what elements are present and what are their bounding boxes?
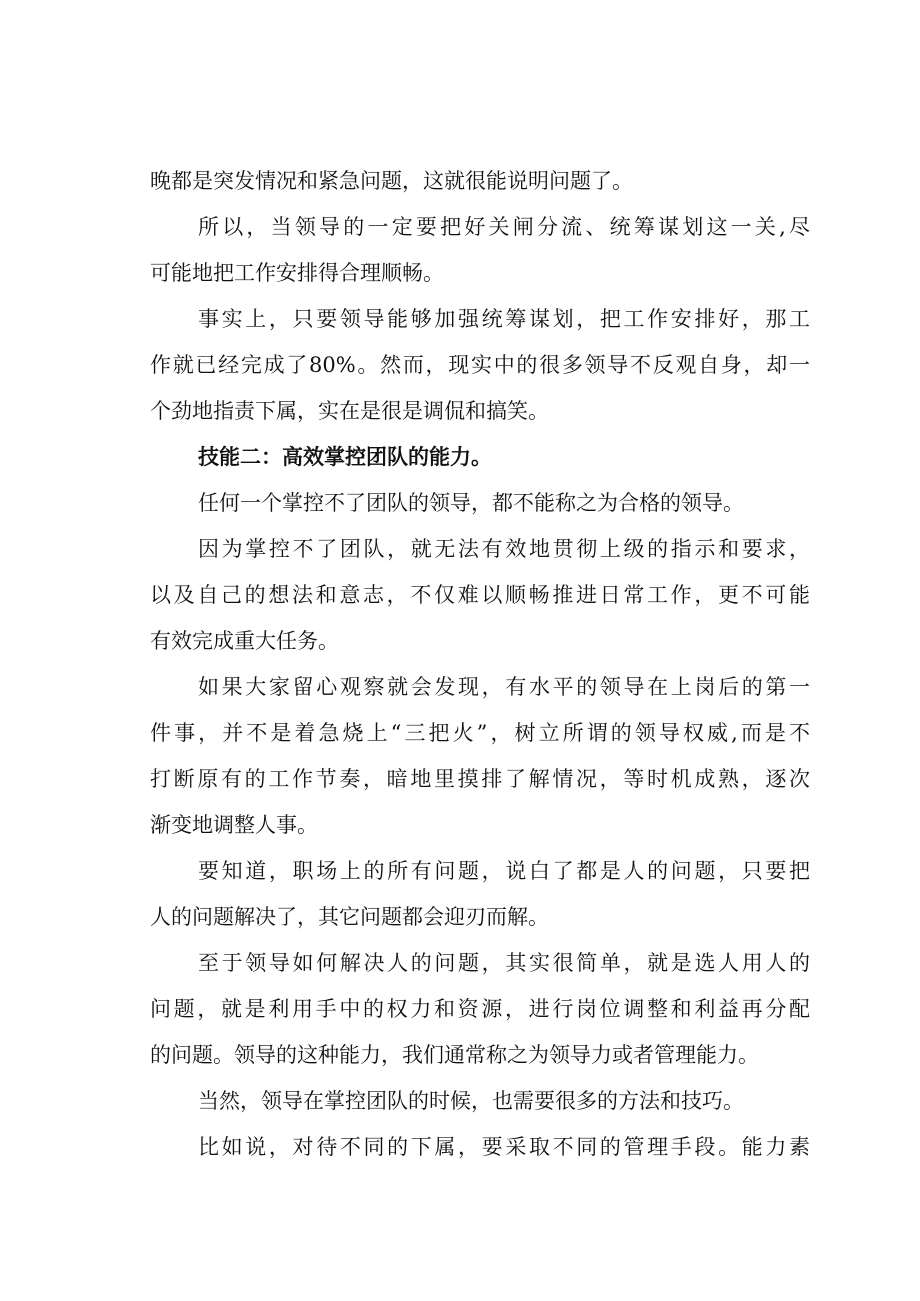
text-line: 因为掌控不了团队，就无法有效地贯彻上级的指示和要求， bbox=[198, 537, 810, 561]
text-line: 事实上，只要领导能够加强统筹谋划，把工作安排好，那工 bbox=[198, 307, 810, 331]
section-heading: 技能二：高效掌控团队的能力。 bbox=[198, 445, 492, 469]
text-line: 的问题。领导的这种能力，我们通常称之为领导力或者管理能力。 bbox=[150, 1043, 759, 1067]
text-line: 个劲地指责下属，实在是很是调侃和搞笑。 bbox=[150, 399, 549, 423]
text-line: 打断原有的工作节奏，暗地里摸排了解情况，等时机成熟，逐次 bbox=[150, 767, 810, 791]
text-line: 问题，就是利用手中的权力和资源，进行岗位调整和利益再分配 bbox=[150, 997, 810, 1021]
text-line: 如果大家留心观察就会发现，有水平的领导在上岗后的第一 bbox=[198, 675, 810, 699]
text-line: 任何一个掌控不了团队的领导，都不能称之为合格的领导。 bbox=[198, 491, 744, 515]
text-line: 所以，当领导的一定要把好关闸分流、统筹谋划这一关,尽 bbox=[198, 215, 810, 239]
document-body bbox=[150, 158, 810, 1170]
text-line: 当然，领导在掌控团队的时候，也需要很多的方法和技巧。 bbox=[198, 1089, 744, 1113]
text-line: 渐变地调整人事。 bbox=[150, 813, 318, 837]
text-line: 件事，并不是着急烧上“三把火”，树立所谓的领导权威,而是不 bbox=[150, 721, 810, 745]
text-line: 要知道，职场上的所有问题，说白了都是人的问题，只要把 bbox=[198, 859, 810, 883]
text-line: 作就已经完成了80%。然而，现实中的很多领导不反观自身，却一 bbox=[150, 353, 810, 377]
text-line: 人的问题解决了，其它问题都会迎刃而解。 bbox=[150, 905, 549, 929]
text-line: 以及自己的想法和意志，不仅难以顺畅推进日常工作，更不可能 bbox=[150, 583, 810, 607]
text-line: 晚都是突发情况和紧急问题，这就很能说明问题了。 bbox=[150, 169, 633, 193]
text-line: 可能地把工作安排得合理顺畅。 bbox=[150, 261, 444, 285]
text-line: 比如说，对待不同的下属，要采取不同的管理手段。能力素 bbox=[198, 1135, 810, 1159]
text-line: 有效完成重大任务。 bbox=[150, 629, 339, 653]
text-line: 至于领导如何解决人的问题，其实很简单，就是选人用人的 bbox=[198, 951, 810, 975]
